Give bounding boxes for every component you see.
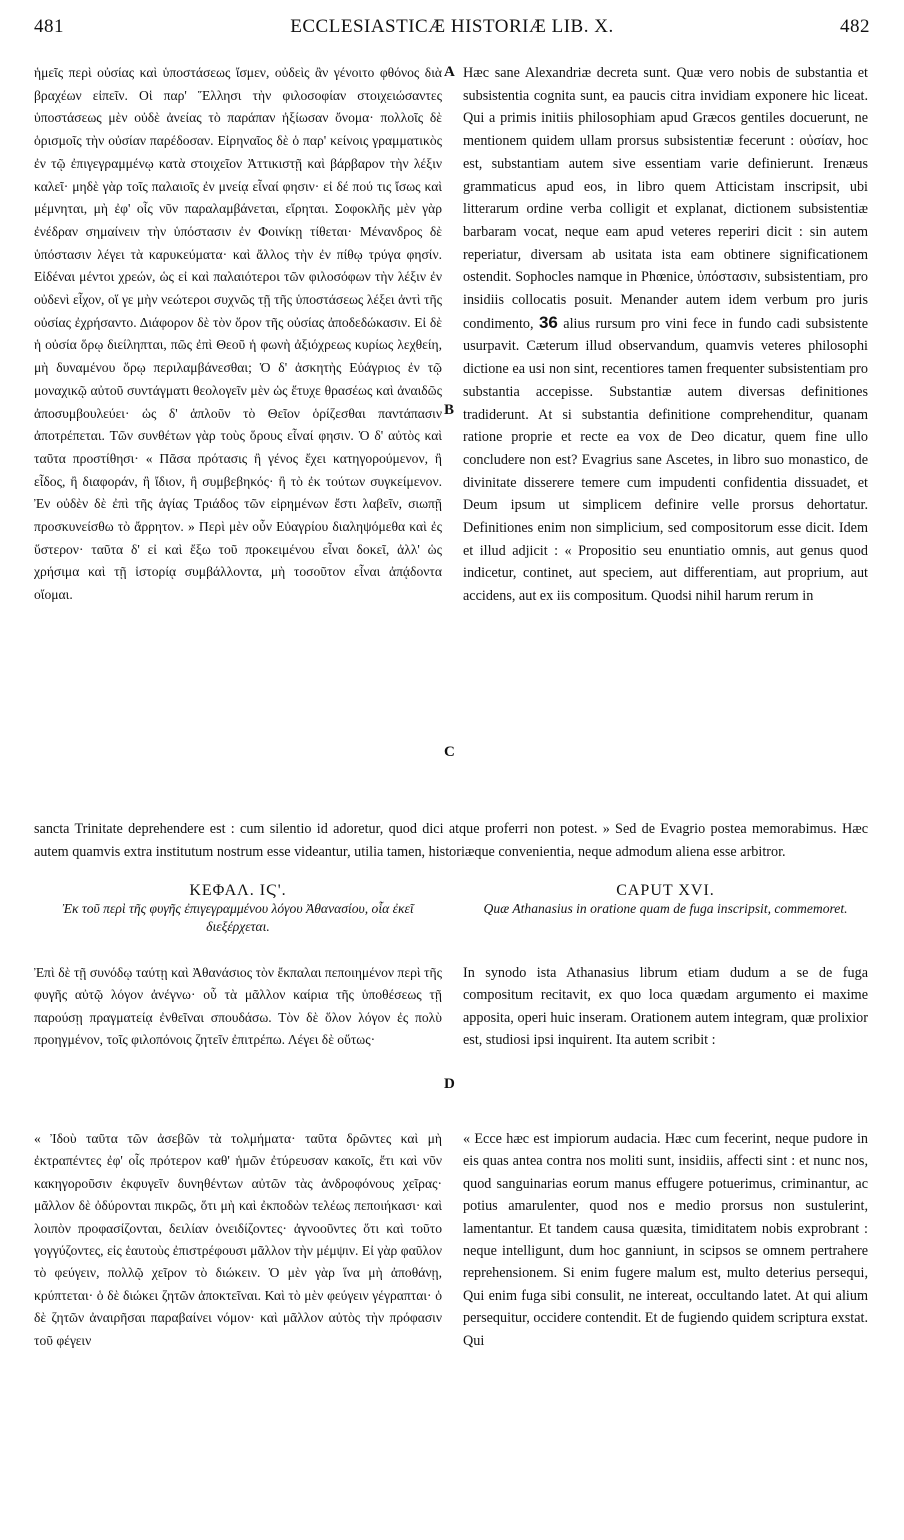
latin-text-part-1: Hæc sane Alexandriæ decreta sunt. Quæ vero nobis de substantia et subsistentia cognita sunt, ea paucis citra invidiam exponere hic liceat. Qui a primis initiis philosophiam apud Græcos gentiles docuerunt, ne mentionem quidem ullam prorsus subsistentiæ fecerunt : οὐσίαν, hoc est, substantiam autem sive essentiam varie definierunt. Irenæus grammaticus apud eos, in libro quem Atticistam inscripsit, ubi litterarum ordine verba colligit et explanat, dictionem subsistentiæ barbaram vocat, neque eam apud veteres reperiri dicit : sin autem reperiatur, diversam ab usitata ista eam obtinere significationem ostendit. Sophocles namque in Phœnice, ὑπόστασιν, subsistentiam, pro insidiis collocatis posuit. Menander autem idem verbum pro juris condimento,: [463, 65, 868, 332]
latin-text-part-2: alius rursum pro vini fece in fundo cadi subsistente usurpavit. Cæterum illud observandum, quamvis veteres philosophi dictione ea usi non sint, recentiores tamen frequenter subsistentiam pro substantia accepisse. Substantiæ autem diversas definitiones tradiderunt. At si substantia definitione comprehenditur, quanam ratione proprie et recte ea vox de Deo dicatur, quem fine ullo concludere non est? Evagrius sane Ascetes, in libro suo monastico, de divinitate disserere temere cum impudenti confidentia dissuadet, et Deum ipsum ut simplicem definire velle prorsus dehortatur. Definitiones enim non simplicium, sed compositorum esse dicit. Idem et illud adjicit : « Propositio seu enuntiatio omnis, aut genus quod indicetur, continet, aut speciem, aut differentiam, aut proprium, aut accidens, aut ex iis compositum. Quodsi nihil harum rerum in: [463, 315, 869, 605]
greek-chapter-heading: [34, 882, 442, 936]
greek-chapter-summary: Ἐκ τοῦ περὶ τῆς φυγῆς ἐπιγεγραμμένου λόγου Ἀθανασίου, οἷα ἐκεῖ διεξέρχεται.: [62, 901, 414, 934]
latin-paragraph: [463, 62, 868, 608]
latin-chapter-heading: [463, 882, 868, 918]
running-title: ECCLESIASTICÆ HISTORIÆ LIB. X.: [290, 16, 614, 37]
page-number-left: 481: [34, 16, 64, 37]
greek-column-top: [34, 62, 442, 607]
margin-marker-a: A: [444, 64, 455, 80]
latin-chapter-summary: Quæ Athanasius in oratione quam de fuga inscripsit, commemoret.: [483, 901, 848, 916]
margin-marker-d: D: [444, 1076, 455, 1092]
margin-marker-b: B: [444, 402, 455, 418]
latin-column-top: [463, 62, 868, 608]
full-width-continuation: [34, 818, 868, 863]
latin-chapter-label: CAPUT XVI.: [616, 882, 715, 899]
margin-marker-c: C: [444, 744, 455, 760]
latin-column-bottom-intro: [463, 962, 868, 1052]
page-number-right: 482: [839, 16, 870, 37]
latin-continuation: sancta Trinitate deprehendere est : cum silentio id adoretur, quod dici atque proferri non potest. » Sed de Evagrio postea memorabimus. Hæc autem quamvis extra institutum nostrum esse videantur, utilia tamen, historiæque convenientia, neque admodum aliena esse arbitror.: [34, 821, 868, 860]
greek-quote-paragraph: « Ἰδοὺ ταῦτα τῶν ἀσεβῶν τὰ τολμήματα· ταῦτα δρῶντες καὶ μὴ ἐκτραπέντες ἐφ' οἷς πρότερον καθ' ἡμῶν ἐτύρευσαν κακοῖς, ἔτι καὶ νῦν κακηγοροῦσιν ἐκφυγεῖν δυνηθέντων αὐτῶν τὰς ἀνδροφόνους χεῖρας· μᾶλλον δὲ ὀδύρονται πικρῶς, ὅτι μὴ καὶ ἐκποδὼν τελέως πεποιήκασι· καὶ λοιπὸν προφασίζονται, δειλίαν ὀνειδίζοντες· ἀγνοοῦντες ὅτι καὶ τοῦτο γογγύζοντες, εἰς ἑαυτοὺς ἐπιστρέφουσι μᾶλλον τὴν μέμψιν. Εἰ γὰρ φαῦλον τὸ φεύγειν, πολλῷ χεῖρον τὸ διώκειν. Ὁ μὲν γὰρ ἵνα μὴ ἀποθάνῃ, κρύπτεται· ὁ δὲ διώκει ζητῶν ἀποκτεῖναι. Καὶ τὸ μὲν φεύγειν γέγραπται· ὁ δὲ ζητῶν ἀναιρῆσαι παραβαίνει νόμον· καὶ μᾶλλον αὐτὸς τὴν πρόφασιν τοῦ φέγειν: [34, 1131, 442, 1348]
greek-column-bottom-intro: [34, 962, 442, 1052]
greek-paragraph: ἡμεῖς περὶ οὐσίας καὶ ὑποστάσεως ἴσμεν, οὐδεὶς ἂν γένοιτο φθόνος διὰ βραχέων εἰπεῖν. Οἱ παρ' Ἕλλησι τὴν φιλοσοφίαν στοιχειώσαντες ὑποστάσεως μὲν οὐδὲ ἀνείας τὸ παράπαν ἠξίωσαν ὄνομα· πολλοῖς δὲ ὁρισμοῖς τὴν οὐσίαν παρέδοσαν. Εἰρηναῖος δὲ ὁ παρ' κείνοις γραμματικὸς ἐν τῷ ἐπιγεγραμμένῳ κατὰ στοιχεῖον Ἀττικιστῇ καὶ βάρβαρον τὴν λέξιν καλεῖ· μηδὲ γὰρ τοῖς παλαιοῖς ἐν μνείᾳ εἶναί φησιν· εἰ δέ πού τις ἴσως καὶ μέμνηται, μὴ ἐφ' οἷς νῦν παραλαμβάνεται, εἴρηται. Σοφοκλῆς μὲν γὰρ ἐνέδραν σημαίνειν τὴν ὑπόστασιν ἐν Φοινίκῃ τίθεται· Μένανδρος δὲ ὑπόστασιν λέγει τὰ καρυκεύματα· καὶ ἄλλος τὴν ἐν πίθῳ τρύγα φησίν. Εἰδέναι μέντοι χρεών, ὡς εἰ καὶ παλαιότεροι τῶν φιλοσόφων τὴν λέξιν ἐν οὐδενὶ εἶχον, οἵ γε μὴν νεώτεροι συχνῶς τῇ τῆς ὑποστάσεως λέξει ἀντὶ τῆς οὐσίας ἐχρήσαντο. Διάφορον δὲ τὸν ὅρον τῆς οὐσίας ἀποδεδώκασιν. Εἰ δὲ ἡ οὐσία ὅρῳ διείληπται, πῶς ἐπὶ Θεοῦ ἡ φωνὴ ἀξιόχρεως κυρίως λεχθείη, μὴ δυναμένου ὅρῳ περιλαμβάνεσθαι; Ὁ δ' ἀσκητὴς Εὐάγριος ἐν τῷ μοναχικῷ αὐτοῦ συντάγματι θεολογεῖν μὲν ὡς ἔτυχε θρασέως καὶ ἀναιδῶς ἀποσυμβουλεύει· ὡς δ' ἁπλοῦν τὸ Θεῖον ὁρίζεσθαι παντάπασιν ἀποτρέπεται. Τῶν συνθέτων γὰρ τοὺς ὅρους εἶναί φησιν. Ὁ δ' αὐτὸς καὶ ταῦτα προστίθησι· « Πᾶσα πρότασις ἢ γένος ἔχει κατηγορούμενον, ἢ εἶδος, ἢ διαφοράν, ἢ ἴδιον, ἢ συμβεβηκός· ἢ τὸ ἐκ τούτων συγκείμενον. Ἐν οὐδὲν δὲ ἐπὶ τῆς ἁγίας Τριάδος τῶν εἰρημένων ἔστι λαβεῖν, σιωπῇ προσκυνείσθω τὸ ἄρρητον. » Περὶ μὲν οὖν Εὐαγρίου διαληψόμεθα καὶ ἐς ὕστερον· ταῦτα δ' εἰ καὶ ἔξω τοῦ προκειμένου εἶναι δοκεῖ, ἀλλ' ὡς χρήσιμα καὶ τῇ ἱστορίᾳ συμβάλλοντα, μὴ τοσοῦτον εἶναι ἀπᾴδοντα οἴομαι.: [34, 65, 442, 603]
latin-quote-paragraph: « Ecce hæc est impiorum audacia. Hæc cum fecerint, neque pudore in eis quas antea contra nos moliti sunt, insidiis, affecti sint : et nunc nos, quod sanguinarias eorum manus effugere potuerimus, criminantur, ac potius amarulenter, quod nos e medio prorsus non sustulerint, lamentantur. Et tandem causa quæsita, timiditatem nobis exprobrant : neque intelligunt, dum hoc ganniunt, in scipsos se omnem pertrahere reprehensionem. Si enim fugere malum est, multo deterius persequi, Qui enim fuga sibi consulit, ne intereat, occultando latet. At qui alium persequitur, occidere contendit. Et de fugiendo quidem scriptura exstat. Qui: [463, 1131, 868, 1349]
greek-column-bottom-quote: [34, 1128, 442, 1352]
running-header: [34, 10, 870, 44]
latin-intro-paragraph: In synodo ista Athanasius librum etiam dudum a se de fuga compositum recitavit, ex quo loca quædam argumento ei maxime apposita, operi huic inseram. Orationem autem integram, quæ prolixior est, studiosi ipsi inquirent. Ita autem scribit :: [463, 965, 868, 1049]
greek-chapter-label: ΚΕΦΑΛ. ΙϚ'.: [189, 882, 287, 899]
greek-intro-paragraph: Ἐπὶ δὲ τῇ συνόδῳ ταύτῃ καὶ Ἀθανάσιος τὸν ἔκπαλαι πεποιημένον περὶ τῆς φυγῆς αὐτῷ λόγον ἀνέγνω· οὗ τὰ μᾶλλον καίρια τῆς ὑποθέσεως τῇ παρούσῃ πραγματείᾳ ἐνθεῖναι σπουδάσω. Τὸν δὲ ὅλον λόγον ἐς πολὺ προηγμένον, τοῖς φιλοπόνοις ζητεῖν ἐπιτρέπω. Λέγει δὲ οὕτως·: [34, 965, 442, 1048]
margin-page-number: 36: [538, 312, 558, 332]
latin-column-bottom-quote: [463, 1128, 868, 1352]
